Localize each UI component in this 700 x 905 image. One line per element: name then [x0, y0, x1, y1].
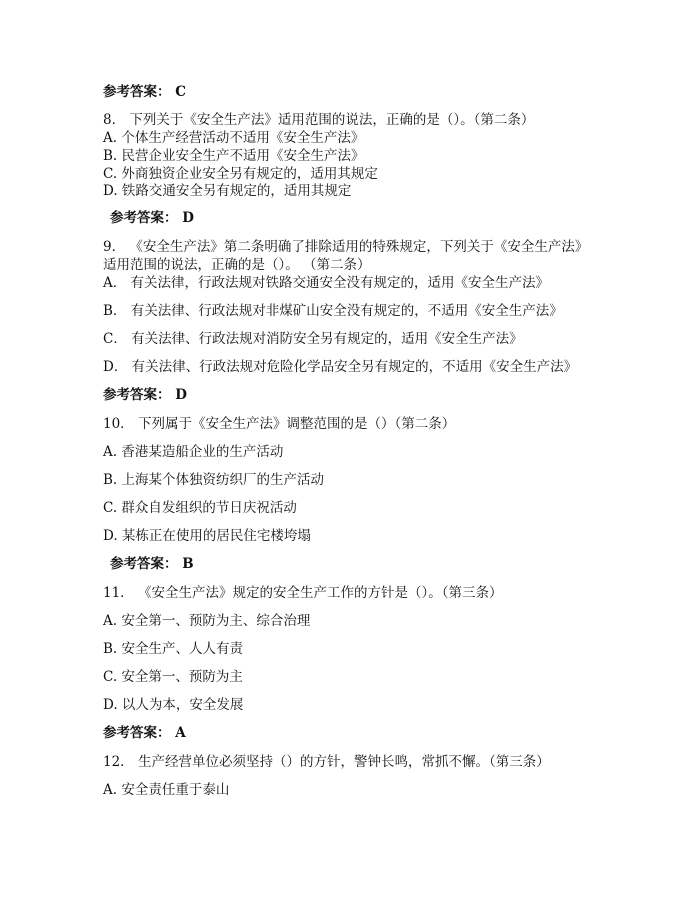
option-line: B. 民营企业安全生产不适用《安全生产法》 — [103, 148, 365, 164]
option-line: A. 个体生产经营活动不适用《安全生产法》 — [103, 130, 365, 146]
option-line: A. 香港某造船企业的生产活动 — [103, 444, 284, 460]
answer-line: 参考答案： C — [103, 84, 186, 100]
question-line: 9． 《安全生产法》第二条明确了排除适用的特殊规定，下列关于《安全生产法》 — [103, 239, 589, 255]
option-line: B. 上海某个体独资纺织厂的生产活动 — [103, 472, 325, 488]
question-line: 适用范围的说法，正确的是（）。 （第二条） — [103, 257, 371, 273]
answer-line: 参考答案： D — [103, 387, 187, 403]
option-line: B. 安全生产、人人有责 — [103, 641, 244, 657]
option-line: A. 安全责任重于泰山 — [103, 782, 230, 798]
question-line: 12． 生产经营单位必须坚持（）的方针，警钟长鸣，常抓不懈。（第三条） — [103, 754, 550, 770]
option-line: A． 有关法律，行政法规对铁路交通安全没有规定的，适用《安全生产法》 — [103, 275, 550, 291]
answer-line: 参考答案： B — [110, 556, 194, 572]
question-line: 8． 下列关于《安全生产法》适用范围的说法，正确的是（）。（第二条） — [103, 112, 535, 128]
answer-line: 参考答案： A — [103, 725, 186, 741]
question-line: 10． 下列属于《安全生产法》调整范围的是（）（第二条） — [103, 416, 456, 432]
option-line: D. 铁路交通安全另有规定的，适用其规定 — [103, 183, 352, 199]
option-line: D. 以人为本，安全发展 — [103, 697, 244, 713]
option-line: D． 有关法律、行政法规对危险化学品安全另有规定的，不适用《安全生产法》 — [103, 359, 578, 375]
option-line: C. 安全第一、预防为主 — [103, 669, 243, 685]
option-line: A. 安全第一、预防为主、综合治理 — [103, 613, 311, 629]
option-line: D. 某栋正在使用的居民住宅楼垮塌 — [103, 528, 311, 544]
option-line: C． 有关法律、行政法规对消防安全另有规定的，适用《安全生产法》 — [103, 331, 523, 347]
option-line: B． 有关法律、行政法规对非煤矿山安全没有规定的，不适用《安全生产法》 — [103, 303, 563, 319]
answer-line: 参考答案： D — [110, 210, 194, 226]
option-line: C. 群众自发组织的节日庆祝活动 — [103, 500, 297, 516]
question-line: 11． 《安全生产法》规定的安全生产工作的方针是（）。（第三条） — [103, 585, 503, 601]
option-line: C. 外商独资企业安全另有规定的，适用其规定 — [103, 166, 378, 182]
